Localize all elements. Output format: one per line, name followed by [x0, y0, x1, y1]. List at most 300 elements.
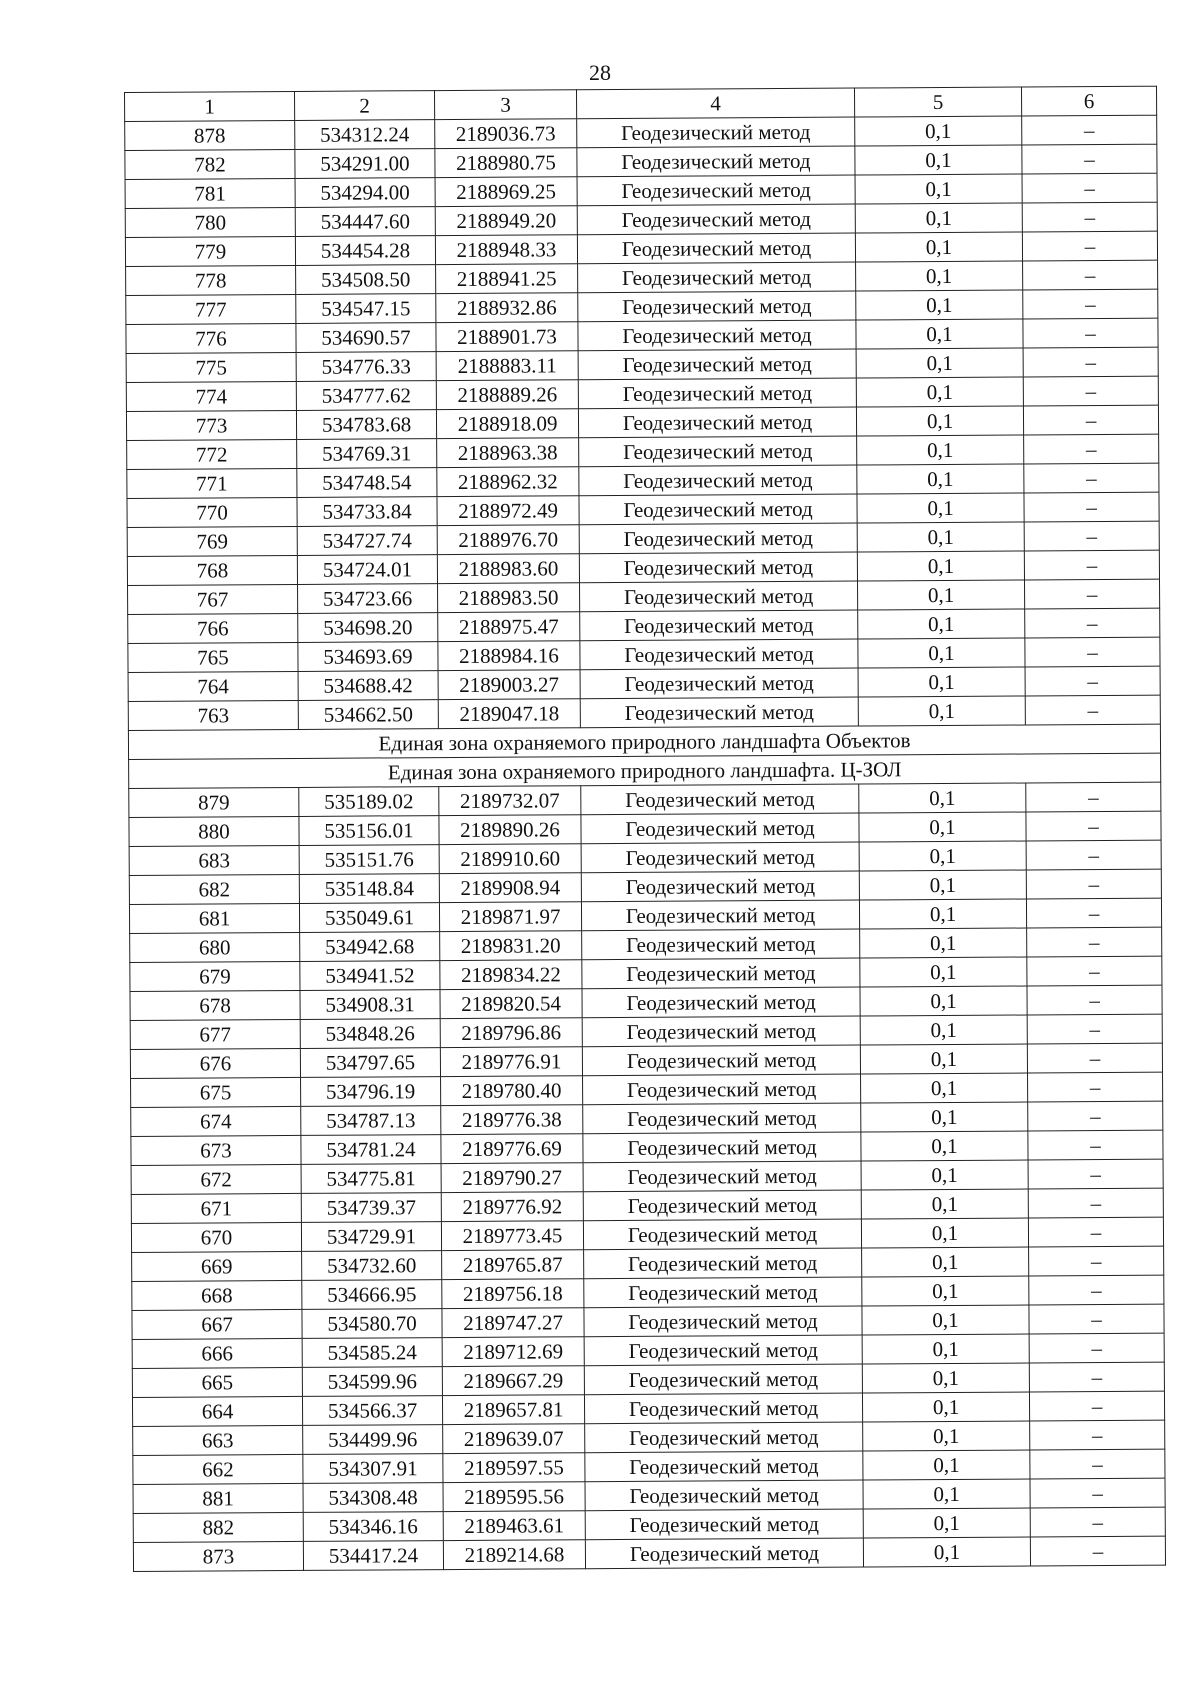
accuracy-cell: 0,1: [858, 696, 1025, 726]
method-cell: Геодезический метод: [584, 1335, 862, 1366]
y-coordinate-cell: 2188969.25: [435, 177, 577, 207]
accuracy-cell: 0,1: [855, 116, 1022, 146]
x-coordinate-cell: 534723.66: [298, 584, 438, 614]
method-cell: Геодезический метод: [581, 842, 859, 873]
point-number-cell: 778: [126, 265, 296, 295]
method-cell: Геодезический метод: [581, 871, 859, 902]
point-number-cell: 777: [126, 294, 296, 324]
x-coordinate-cell: 534732.60: [302, 1251, 442, 1281]
y-coordinate-cell: 2188889.26: [436, 380, 578, 410]
method-cell: Геодезический метод: [582, 1016, 860, 1047]
x-coordinate-cell: 534312.24: [295, 120, 435, 150]
note-cell: –: [1023, 376, 1158, 406]
column-header: 3: [434, 90, 576, 120]
accuracy-cell: 0,1: [862, 1363, 1029, 1393]
point-number-cell: 768: [127, 555, 297, 585]
accuracy-cell: 0,1: [859, 899, 1026, 929]
x-coordinate-cell: 534796.19: [301, 1077, 441, 1107]
point-number-cell: 766: [128, 613, 298, 643]
x-coordinate-cell: 534580.70: [302, 1309, 442, 1339]
x-coordinate-cell: 534848.26: [300, 1019, 440, 1049]
note-cell: –: [1028, 1072, 1163, 1102]
method-cell: Геодезический метод: [577, 146, 855, 177]
y-coordinate-cell: 2188975.47: [438, 612, 580, 642]
y-coordinate-cell: 2188932.86: [436, 293, 578, 323]
note-cell: –: [1028, 1159, 1163, 1189]
method-cell: Геодезический метод: [585, 1422, 863, 1453]
note-cell: –: [1030, 1420, 1165, 1450]
y-coordinate-cell: 2189790.27: [441, 1163, 583, 1193]
method-cell: Геодезический метод: [584, 1277, 862, 1308]
x-coordinate-cell: 534346.16: [303, 1512, 443, 1542]
note-cell: –: [1025, 695, 1160, 725]
point-number-cell: 663: [133, 1425, 303, 1455]
accuracy-cell: 0,1: [855, 174, 1022, 204]
method-cell: Геодезический метод: [579, 436, 857, 467]
method-cell: Геодезический метод: [577, 233, 855, 264]
accuracy-cell: 0,1: [863, 1508, 1030, 1538]
note-cell: –: [1028, 1217, 1163, 1247]
accuracy-cell: 0,1: [858, 609, 1025, 639]
method-cell: Геодезический метод: [580, 668, 858, 699]
x-coordinate-cell: 534729.91: [301, 1222, 441, 1252]
point-number-cell: 767: [128, 584, 298, 614]
accuracy-cell: 0,1: [856, 406, 1023, 436]
accuracy-cell: 0,1: [861, 1073, 1028, 1103]
point-number-cell: 683: [129, 845, 299, 875]
method-cell: Геодезический метод: [583, 1190, 861, 1221]
y-coordinate-cell: 2189732.07: [439, 786, 581, 816]
accuracy-cell: 0,1: [856, 261, 1023, 291]
note-cell: –: [1029, 1275, 1164, 1305]
y-coordinate-cell: 2189463.61: [443, 1511, 585, 1541]
note-cell: –: [1023, 289, 1158, 319]
note-cell: –: [1030, 1478, 1165, 1508]
note-cell: –: [1024, 550, 1159, 580]
section-headers: [128, 724, 1160, 788]
y-coordinate-cell: 2188983.60: [437, 554, 579, 584]
note-cell: –: [1027, 927, 1162, 957]
y-coordinate-cell: 2189834.22: [440, 960, 582, 990]
x-coordinate-cell: 534447.60: [295, 207, 435, 237]
y-coordinate-cell: 2188963.38: [437, 438, 579, 468]
note-cell: –: [1022, 173, 1157, 203]
y-coordinate-cell: 2189820.54: [440, 989, 582, 1019]
method-cell: Геодезический метод: [579, 523, 857, 554]
x-coordinate-cell: 534307.91: [303, 1454, 443, 1484]
method-cell: Геодезический метод: [580, 610, 858, 641]
column-header: 6: [1021, 86, 1156, 116]
point-number-cell: 774: [126, 381, 296, 411]
note-cell: –: [1022, 144, 1157, 174]
y-coordinate-cell: 2188976.70: [437, 525, 579, 555]
y-coordinate-cell: 2188972.49: [437, 496, 579, 526]
method-cell: Геодезический метод: [584, 1248, 862, 1279]
y-coordinate-cell: 2189003.27: [438, 670, 580, 700]
x-coordinate-cell: 534733.84: [297, 497, 437, 527]
y-coordinate-cell: 2189657.81: [442, 1395, 584, 1425]
method-cell: Геодезический метод: [585, 1451, 863, 1482]
x-coordinate-cell: 534585.24: [302, 1338, 442, 1368]
note-cell: –: [1026, 811, 1161, 841]
x-coordinate-cell: 534777.62: [296, 381, 436, 411]
note-cell: –: [1027, 985, 1162, 1015]
method-cell: Геодезический метод: [582, 929, 860, 960]
note-cell: –: [1024, 579, 1159, 609]
x-coordinate-cell: 534666.95: [302, 1280, 442, 1310]
accuracy-cell: 0,1: [857, 493, 1024, 523]
method-cell: Геодезический метод: [580, 581, 858, 612]
point-number-cell: 678: [130, 990, 300, 1020]
point-number-cell: 776: [126, 323, 296, 353]
accuracy-cell: 0,1: [856, 377, 1023, 407]
table-row: [133, 1536, 1165, 1571]
point-number-cell: 667: [132, 1309, 302, 1339]
point-number-cell: 672: [131, 1164, 301, 1194]
method-cell: Геодезический метод: [578, 407, 856, 438]
y-coordinate-cell: 2188962.32: [437, 467, 579, 497]
accuracy-cell: 0,1: [857, 435, 1024, 465]
accuracy-cell: 0,1: [860, 957, 1027, 987]
note-cell: –: [1025, 608, 1160, 638]
method-cell: Геодезический метод: [583, 1161, 861, 1192]
point-number-cell: 879: [129, 787, 299, 817]
note-cell: –: [1025, 637, 1160, 667]
note-cell: –: [1022, 231, 1157, 261]
point-number-cell: 772: [127, 439, 297, 469]
method-cell: Геодезический метод: [585, 1480, 863, 1511]
x-coordinate-cell: 535189.02: [299, 787, 439, 817]
x-coordinate-cell: 534308.48: [303, 1483, 443, 1513]
accuracy-cell: 0,1: [856, 290, 1023, 320]
accuracy-cell: 0,1: [859, 783, 1026, 813]
x-coordinate-cell: 534781.24: [301, 1135, 441, 1165]
note-cell: –: [1029, 1246, 1164, 1276]
point-number-cell: 770: [127, 497, 297, 527]
accuracy-cell: 0,1: [860, 928, 1027, 958]
note-cell: –: [1026, 840, 1161, 870]
note-cell: –: [1024, 492, 1159, 522]
y-coordinate-cell: 2188918.09: [436, 409, 578, 439]
note-cell: –: [1029, 1391, 1164, 1421]
accuracy-cell: 0,1: [855, 232, 1022, 262]
point-number-cell: 782: [125, 149, 295, 179]
x-coordinate-cell: 534698.20: [298, 613, 438, 643]
point-number-cell: 669: [132, 1251, 302, 1281]
coordinates-table: [124, 86, 1166, 1572]
method-cell: Геодезический метод: [579, 494, 857, 525]
accuracy-cell: 0,1: [855, 203, 1022, 233]
note-cell: –: [1023, 405, 1158, 435]
x-coordinate-cell: 534724.01: [297, 555, 437, 585]
note-cell: –: [1022, 115, 1157, 145]
method-cell: Геодезический метод: [581, 784, 859, 815]
accuracy-cell: 0,1: [862, 1392, 1029, 1422]
accuracy-cell: 0,1: [858, 667, 1025, 697]
accuracy-cell: 0,1: [862, 1305, 1029, 1335]
accuracy-cell: 0,1: [857, 464, 1024, 494]
method-cell: Геодезический метод: [582, 1045, 860, 1076]
column-header: 2: [294, 91, 434, 121]
x-coordinate-cell: 535049.61: [299, 903, 439, 933]
y-coordinate-cell: 2188983.50: [438, 583, 580, 613]
x-coordinate-cell: 534941.52: [300, 961, 440, 991]
method-cell: Геодезический метод: [584, 1364, 862, 1395]
note-cell: –: [1023, 318, 1158, 348]
x-coordinate-cell: 534739.37: [301, 1193, 441, 1223]
x-coordinate-cell: 535151.76: [299, 845, 439, 875]
method-cell: Геодезический метод: [583, 1074, 861, 1105]
note-cell: –: [1029, 1304, 1164, 1334]
method-cell: Геодезический метод: [580, 697, 858, 728]
note-cell: –: [1023, 260, 1158, 290]
point-number-cell: 670: [131, 1222, 301, 1252]
method-cell: Геодезический метод: [585, 1538, 863, 1569]
point-number-cell: 668: [132, 1280, 302, 1310]
accuracy-cell: 0,1: [855, 145, 1022, 175]
note-cell: –: [1025, 666, 1160, 696]
method-cell: Геодезический метод: [578, 349, 856, 380]
section-title: Единая зона охраняемого природного ландшафта. Ц-ЗОЛ: [129, 753, 1161, 788]
method-cell: Геодезический метод: [581, 813, 859, 844]
x-coordinate-cell: 535156.01: [299, 816, 439, 846]
y-coordinate-cell: 2188980.75: [435, 148, 577, 178]
point-number-cell: 779: [125, 236, 295, 266]
x-coordinate-cell: 534499.96: [303, 1425, 443, 1455]
accuracy-cell: 0,1: [860, 986, 1027, 1016]
accuracy-cell: 0,1: [861, 1102, 1028, 1132]
point-number-cell: 880: [129, 816, 299, 846]
accuracy-cell: 0,1: [862, 1276, 1029, 1306]
y-coordinate-cell: 2189908.94: [439, 873, 581, 903]
x-coordinate-cell: 534417.24: [303, 1541, 443, 1571]
x-coordinate-cell: 534294.00: [295, 178, 435, 208]
point-number-cell: 662: [133, 1454, 303, 1484]
point-number-cell: 666: [132, 1338, 302, 1368]
y-coordinate-cell: 2189765.87: [442, 1250, 584, 1280]
note-cell: –: [1029, 1362, 1164, 1392]
method-cell: Геодезический метод: [584, 1306, 862, 1337]
method-cell: Геодезический метод: [577, 117, 855, 148]
method-cell: Геодезический метод: [580, 639, 858, 670]
point-number-cell: 764: [128, 671, 298, 701]
note-cell: –: [1027, 956, 1162, 986]
point-number-cell: 775: [126, 352, 296, 382]
method-cell: Геодезический метод: [577, 204, 855, 235]
y-coordinate-cell: 2189776.38: [441, 1105, 583, 1135]
accuracy-cell: 0,1: [863, 1537, 1030, 1567]
note-cell: –: [1027, 1014, 1162, 1044]
x-coordinate-cell: 534769.31: [297, 439, 437, 469]
x-coordinate-cell: 534547.15: [296, 294, 436, 324]
method-cell: Геодезический метод: [578, 262, 856, 293]
x-coordinate-cell: 534748.54: [297, 468, 437, 498]
point-number-cell: 665: [132, 1367, 302, 1397]
point-number-cell: 664: [132, 1396, 302, 1426]
x-coordinate-cell: 534454.28: [295, 236, 435, 266]
point-number-cell: 677: [130, 1019, 300, 1049]
x-coordinate-cell: 534566.37: [302, 1396, 442, 1426]
note-cell: –: [1030, 1507, 1165, 1537]
y-coordinate-cell: 2188948.33: [435, 235, 577, 265]
x-coordinate-cell: 534783.68: [296, 410, 436, 440]
method-cell: Геодезический метод: [583, 1103, 861, 1134]
y-coordinate-cell: 2188883.11: [436, 351, 578, 381]
point-number-cell: 763: [128, 700, 298, 730]
point-number-cell: 773: [126, 410, 296, 440]
accuracy-cell: 0,1: [863, 1450, 1030, 1480]
y-coordinate-cell: 2189747.27: [442, 1308, 584, 1338]
x-coordinate-cell: 534727.74: [297, 526, 437, 556]
note-cell: –: [1024, 463, 1159, 493]
note-cell: –: [1024, 521, 1159, 551]
accuracy-cell: 0,1: [863, 1421, 1030, 1451]
method-cell: Геодезический метод: [579, 552, 857, 583]
x-coordinate-cell: 535148.84: [299, 874, 439, 904]
accuracy-cell: 0,1: [860, 1044, 1027, 1074]
y-coordinate-cell: 2189796.86: [440, 1018, 582, 1048]
y-coordinate-cell: 2189776.69: [441, 1134, 583, 1164]
method-cell: Геодезический метод: [579, 465, 857, 496]
y-coordinate-cell: 2189871.97: [439, 902, 581, 932]
x-coordinate-cell: 534693.69: [298, 642, 438, 672]
point-number-cell: 780: [125, 207, 295, 237]
x-coordinate-cell: 534688.42: [298, 671, 438, 701]
point-number-cell: 769: [127, 526, 297, 556]
note-cell: –: [1028, 1101, 1163, 1131]
x-coordinate-cell: 534599.96: [302, 1367, 442, 1397]
table-body-before: [125, 115, 1161, 730]
accuracy-cell: 0,1: [857, 551, 1024, 581]
accuracy-cell: 0,1: [856, 348, 1023, 378]
y-coordinate-cell: 2188949.20: [435, 206, 577, 236]
y-coordinate-cell: 2189597.55: [443, 1453, 585, 1483]
y-coordinate-cell: 2188984.16: [438, 641, 580, 671]
method-cell: Геодезический метод: [583, 1132, 861, 1163]
method-cell: Геодезический метод: [581, 900, 859, 931]
column-header: 1: [125, 91, 295, 121]
accuracy-cell: 0,1: [861, 1218, 1028, 1248]
column-header: 5: [854, 87, 1021, 117]
note-cell: –: [1030, 1449, 1165, 1479]
point-number-cell: 771: [127, 468, 297, 498]
y-coordinate-cell: 2189047.18: [438, 699, 580, 729]
accuracy-cell: 0,1: [858, 580, 1025, 610]
point-number-cell: 679: [130, 961, 300, 991]
y-coordinate-cell: 2189890.26: [439, 815, 581, 845]
accuracy-cell: 0,1: [861, 1160, 1028, 1190]
y-coordinate-cell: 2188941.25: [436, 264, 578, 294]
note-cell: –: [1023, 347, 1158, 377]
x-coordinate-cell: 534797.65: [300, 1048, 440, 1078]
y-coordinate-cell: 2189036.73: [435, 119, 577, 149]
method-cell: Геодезический метод: [582, 987, 860, 1018]
page-number: 28: [589, 60, 611, 85]
note-cell: –: [1028, 1188, 1163, 1218]
accuracy-cell: 0,1: [859, 812, 1026, 842]
note-cell: –: [1028, 1130, 1163, 1160]
point-number-cell: 765: [128, 642, 298, 672]
accuracy-cell: 0,1: [859, 870, 1026, 900]
y-coordinate-cell: 2189214.68: [443, 1540, 585, 1570]
method-cell: Геодезический метод: [578, 320, 856, 351]
accuracy-cell: 0,1: [861, 1131, 1028, 1161]
point-number-cell: 675: [131, 1077, 301, 1107]
x-coordinate-cell: 534787.13: [301, 1106, 441, 1136]
y-coordinate-cell: 2189756.18: [442, 1279, 584, 1309]
note-cell: –: [1026, 869, 1161, 899]
point-number-cell: 878: [125, 120, 295, 150]
point-number-cell: 680: [130, 932, 300, 962]
accuracy-cell: 0,1: [857, 522, 1024, 552]
accuracy-cell: 0,1: [862, 1334, 1029, 1364]
y-coordinate-cell: 2189773.45: [441, 1221, 583, 1251]
note-cell: –: [1030, 1536, 1165, 1566]
y-coordinate-cell: 2189831.20: [440, 931, 582, 961]
accuracy-cell: 0,1: [862, 1247, 1029, 1277]
accuracy-cell: 0,1: [859, 841, 1026, 871]
point-number-cell: 781: [125, 178, 295, 208]
x-coordinate-cell: 534775.81: [301, 1164, 441, 1194]
x-coordinate-cell: 534508.50: [296, 265, 436, 295]
point-number-cell: 676: [130, 1048, 300, 1078]
point-number-cell: 873: [133, 1541, 303, 1571]
point-number-cell: 673: [131, 1135, 301, 1165]
y-coordinate-cell: 2189780.40: [441, 1076, 583, 1106]
x-coordinate-cell: 534662.50: [298, 700, 438, 730]
y-coordinate-cell: 2189639.07: [443, 1424, 585, 1454]
note-cell: –: [1026, 782, 1161, 812]
section-title: Единая зона охраняемого природного ландшафта Объектов: [128, 724, 1160, 759]
y-coordinate-cell: 2189910.60: [439, 844, 581, 874]
point-number-cell: 881: [133, 1483, 303, 1513]
method-cell: Геодезический метод: [582, 958, 860, 989]
note-cell: –: [1022, 202, 1157, 232]
column-header: 4: [576, 88, 854, 119]
point-number-cell: 674: [131, 1106, 301, 1136]
point-number-cell: 681: [129, 903, 299, 933]
method-cell: Геодезический метод: [584, 1393, 862, 1424]
method-cell: Геодезический метод: [578, 291, 856, 322]
x-coordinate-cell: 534908.31: [300, 990, 440, 1020]
x-coordinate-cell: 534776.33: [296, 352, 436, 382]
accuracy-cell: 0,1: [863, 1479, 1030, 1509]
y-coordinate-cell: 2189712.69: [442, 1337, 584, 1367]
method-cell: Геодезический метод: [578, 378, 856, 409]
y-coordinate-cell: 2189776.91: [440, 1047, 582, 1077]
point-number-cell: 671: [131, 1193, 301, 1223]
accuracy-cell: 0,1: [856, 319, 1023, 349]
x-coordinate-cell: 534690.57: [296, 323, 436, 353]
note-cell: –: [1024, 434, 1159, 464]
method-cell: Геодезический метод: [585, 1509, 863, 1540]
note-cell: –: [1029, 1333, 1164, 1363]
point-number-cell: 882: [133, 1512, 303, 1542]
x-coordinate-cell: 534291.00: [295, 149, 435, 179]
point-number-cell: 682: [129, 874, 299, 904]
note-cell: –: [1026, 898, 1161, 928]
table-body-after: [129, 782, 1166, 1571]
method-cell: Геодезический метод: [583, 1219, 861, 1250]
note-cell: –: [1027, 1043, 1162, 1073]
y-coordinate-cell: 2189776.92: [441, 1192, 583, 1222]
y-coordinate-cell: 2189595.56: [443, 1482, 585, 1512]
accuracy-cell: 0,1: [861, 1189, 1028, 1219]
x-coordinate-cell: 534942.68: [300, 932, 440, 962]
y-coordinate-cell: 2189667.29: [442, 1366, 584, 1396]
accuracy-cell: 0,1: [860, 1015, 1027, 1045]
accuracy-cell: 0,1: [858, 638, 1025, 668]
